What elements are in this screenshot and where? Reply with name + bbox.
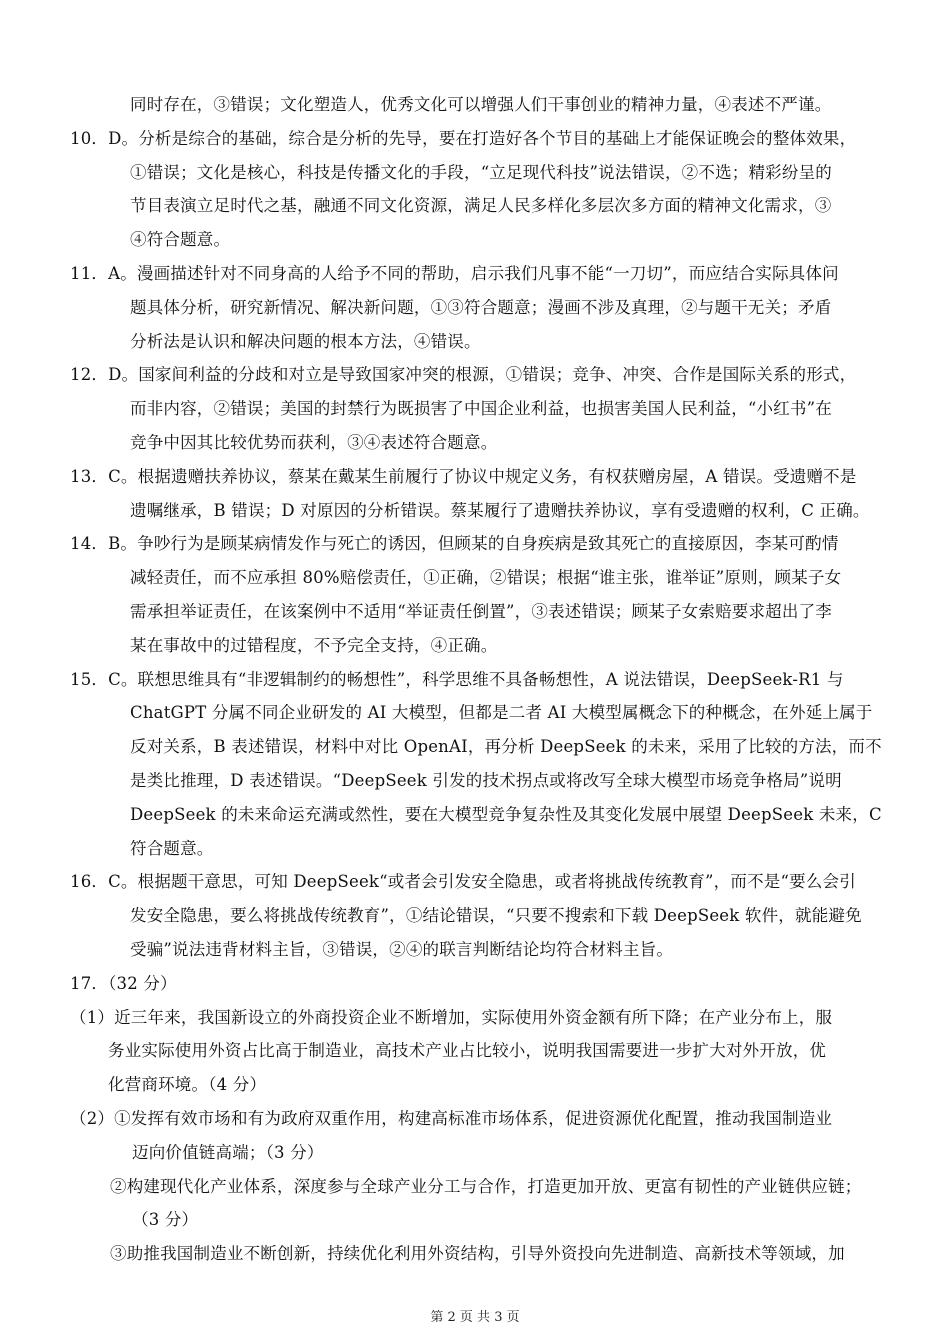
text-line: 遗嘱继承，B 错误；D 对原因的分析错误。蔡某履行了遗赠扶养协议，享有受遗赠的权利，C 正确。: [130, 500, 870, 520]
answer-14: 14．B。争吵行为是顾某病情发作与死亡的诱因，但顾某的自身疾病是致其死亡的直接原因，李某可酌情: [70, 534, 839, 554]
answer-17-part-1: （1）近三年来，我国新设立的外商投资企业不断增加，实际使用外资金额有所下降；在产业分布上，服: [70, 1007, 833, 1027]
text-line: ChatGPT 分属不同企业研发的 AI 大模型，但都是二者 AI 大模型属概念下的种概念，在外延上属于: [130, 703, 873, 723]
text-line: 节目表演立足时代之基，融通不同文化资源，满足人民多样化多层次多方面的精神文化需求，③: [130, 196, 832, 216]
text-line: 减轻责任，而不应承担 80%赔偿责任，①正确，②错误；根据“谁主张，谁举证”原则，顾某子女: [130, 568, 842, 588]
answer-17-point-3: ③助推我国制造业不断创新，持续优化利用外资结构，引导外资投向先进制造、高新技术等领域，加: [110, 1244, 845, 1264]
answer-11: 11．A。漫画描述针对不同身高的人给予不同的帮助，启示我们凡事不能“一刀切”，而应结合实际具体问: [70, 263, 839, 283]
answer-10: 10．D。分析是综合的基础，综合是分析的先导，要在打造好各个节目的基础上才能保证晚会的整体效果，: [70, 128, 857, 148]
text-line: DeepSeek 的未来命运充满或然性，要在大模型竞争复杂性及其变化发展中展望 DeepSeek 未来，C: [130, 804, 882, 824]
text-line: 分析法是认识和解决问题的根本方法，④错误。: [130, 331, 481, 351]
answer-16: 16．C。根据题干意思，可知 DeepSeek“或者会引发安全隐患，或者将挑战传统教育”，而不是“要么会引: [70, 872, 856, 892]
answer-15: 15．C。联想思维具有“非逻辑制约的畅想性”，科学思维不具备畅想性，A 说法错误，DeepSeek-R1 与: [70, 669, 844, 689]
text-line: 符合题意。: [130, 838, 214, 858]
page-footer: 第 2 页 共 3 页: [430, 1310, 520, 1325]
answer-17-point-2: ②构建现代化产业体系，深度参与全球产业分工与合作，打造更加开放、更富有韧性的产业链供应链；: [110, 1176, 862, 1196]
text-line: 受骗”说法违背材料主旨，③错误，②④的联言判断结论均符合材料主旨。: [130, 939, 674, 959]
text-line: 务业实际使用外资占比高于制造业，高技术产业占比较小，说明我国需要进一步扩大对外开放，优: [108, 1041, 827, 1061]
text-line: 竞争中因其比较优势而获利，③④表述符合题意。: [130, 432, 498, 452]
text-line: 反对关系，B 表述错误，材料中对比 OpenAI，再分析 DeepSeek 的未来，采用了比较的方法，而不: [130, 737, 882, 757]
text-line: ①错误；文化是核心，科技是传播文化的手段，“立足现代科技”说法错误，②不选；精彩纷呈的: [130, 162, 832, 182]
text-line: ④符合题意。: [130, 230, 231, 250]
text-line: 需承担举证责任，在该案例中不适用“举证责任倒置”，③表述错误；顾某子女索赔要求超出了李: [130, 601, 832, 621]
text-line: 题具体分析，研究新情况、解决新问题，①③符合题意；漫画不涉及真理，②与题干无关；矛盾: [130, 297, 832, 317]
text-line: 化营商环境。（4 分）: [108, 1075, 267, 1095]
answer-13: 13．C。根据遗赠扶养协议，蔡某在戴某生前履行了协议中规定义务，有权获赠房屋，A 错误。受遗赠不是: [70, 466, 857, 486]
text-line: 而非内容，②错误；美国的封禁行为既损害了中国企业利益，也损害美国人民利益，“小红书”在: [130, 399, 832, 419]
text-line: （3 分）: [132, 1210, 199, 1230]
answer-text-body: [70, 88, 885, 1271]
text-line: 同时存在，③错误；文化塑造人，优秀文化可以增强人们干事创业的精神力量，④表述不严谨。: [130, 95, 832, 114]
answer-12: 12．D。国家间利益的分歧和对立是导致国家冲突的根源，①错误；竞争、冲突、合作是国际关系的形式，: [70, 365, 857, 385]
text-line: 某在事故中的过错程度，不予完全支持，④正确。: [130, 635, 498, 655]
text-line: 发安全隐患，要么将挑战传统教育”，①结论错误，“只要不搜索和下载 DeepSeek 软件，就能避免: [130, 906, 862, 926]
text-line: 迈向价值链高端；（3 分）: [132, 1142, 324, 1162]
answer-17-heading: 17．（32 分）: [70, 973, 177, 993]
text-line: 是类比推理，D 表述错误。“DeepSeek 引发的技术拐点或将改写全球大模型市场竞争格局”说明: [130, 770, 842, 790]
answer-17-part-2: （2）①发挥有效市场和有为政府双重作用，构建高标准市场体系，促进资源优化配置，推动我国制造业: [70, 1108, 833, 1128]
